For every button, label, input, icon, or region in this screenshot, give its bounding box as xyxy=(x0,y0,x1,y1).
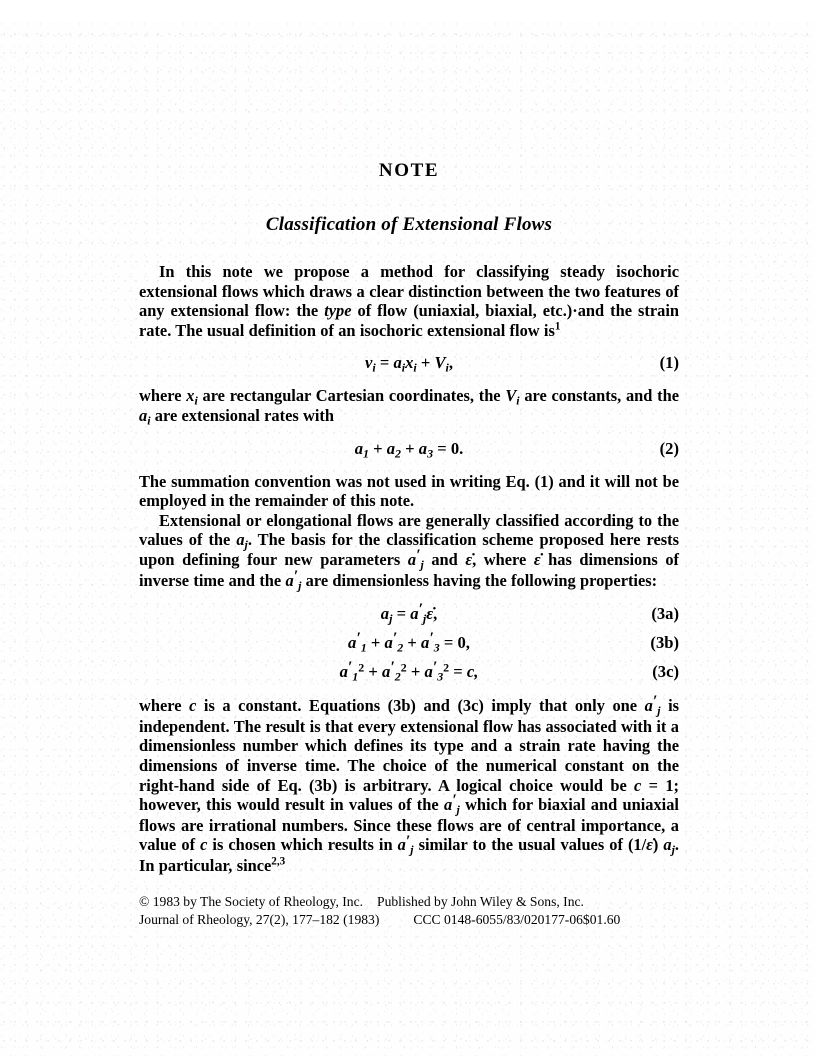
eq3a-rhs-var: a xyxy=(410,604,419,624)
eq3c-a1-sub: 1 xyxy=(352,669,359,684)
equation-3a-number: (3a) xyxy=(651,604,679,624)
eq1-comma: , xyxy=(448,353,454,373)
reference-marker-2-3: 2,3 xyxy=(271,855,286,868)
p5-var-aprime-j-2 xyxy=(443,792,460,817)
p5-var-c-2: c xyxy=(200,835,208,855)
p2-a: a xyxy=(139,405,148,425)
p2-text-d: are extensional rates with xyxy=(150,405,334,425)
eq3b-a1 xyxy=(348,630,367,655)
eq3b-equals: = xyxy=(443,633,454,653)
prime-mark: ′ xyxy=(429,630,435,648)
eq1-lhs-var: v xyxy=(364,353,373,373)
p5-aprime-sub: j xyxy=(657,703,661,718)
eq1-term-V xyxy=(434,353,449,375)
paragraph-intro xyxy=(139,262,679,340)
eq3b-plus-1: + xyxy=(370,633,381,653)
p4-text-e: has dimensions of inverse time and the xyxy=(139,549,679,590)
prime-mark: ′ xyxy=(348,659,353,677)
p4-aj: a xyxy=(236,530,245,550)
prime-mark: ′ xyxy=(416,547,421,565)
eq3a-lhs-sub: j xyxy=(389,611,393,626)
p5-var-aprime-j xyxy=(644,693,661,718)
eq2-a1-sub: 1 xyxy=(363,445,369,460)
p4-epsilon-dot-2: ε̇ xyxy=(533,549,541,569)
p4-var-aprime-j-2 xyxy=(285,567,302,592)
p2-V: V xyxy=(505,386,517,406)
prime-mark: ′ xyxy=(393,630,398,648)
equation-1-body xyxy=(365,353,453,373)
eq3c-a2-sub: 2 xyxy=(394,669,401,684)
paragraph-constant-choice xyxy=(139,693,680,875)
eq1-x-sub: i xyxy=(413,360,417,375)
eq3b-a1-sub: 1 xyxy=(360,640,367,655)
eq3b-rhs: 0, xyxy=(457,633,470,653)
p5-aprime: a xyxy=(644,696,653,716)
eq3c-a3-sup: 2 xyxy=(443,660,450,675)
eq3b-a2-var: a xyxy=(384,633,393,653)
eq3b-plus-2: + xyxy=(407,633,417,653)
body-text xyxy=(139,236,679,875)
eq3c-a2-var: a xyxy=(382,662,391,682)
equation-3b-number: (3b) xyxy=(650,633,679,653)
p5-aj2: a xyxy=(663,835,672,855)
p5-text-b: is a constant. Equations (3b) and (3c) imply that only one xyxy=(196,696,645,716)
eq3b-a2-sub: 2 xyxy=(397,640,404,655)
p4-text-a: Extensional or elongational flows are generally classified according to the values of the xyxy=(139,510,679,550)
eq3b-a3-sub: 3 xyxy=(433,640,440,655)
copyright-notice: © 1983 by The Society of Rheology, Inc. xyxy=(139,894,364,909)
copyright-footer xyxy=(139,893,685,929)
prime-mark: ′ xyxy=(433,659,438,677)
p5-aprime3: a xyxy=(397,835,406,855)
eq2-plus-1: + xyxy=(373,438,383,458)
eq3a-lhs xyxy=(380,604,393,626)
p2-var-V xyxy=(505,386,520,408)
equation-3a xyxy=(139,601,679,626)
p2-text-a: where xyxy=(139,386,187,406)
p4-aprime2: a xyxy=(285,570,294,590)
p5-text-a: where xyxy=(139,696,190,716)
journal-citation: Journal of Rheology, 27(2), 177–182 (1983) xyxy=(139,912,380,927)
eq3b-a3-var: a xyxy=(421,633,430,653)
equation-1 xyxy=(139,353,679,373)
equation-2 xyxy=(139,439,679,459)
equation-3c-number: (3c) xyxy=(652,662,679,682)
equation-1-number: (1) xyxy=(659,353,679,373)
p4-text-c: and xyxy=(423,549,466,569)
eq2-a3 xyxy=(419,439,433,458)
equation-2-number: (2) xyxy=(659,438,679,458)
prime-mark: ′ xyxy=(293,567,299,585)
p4-text-b: . The basis for the classification scheme proposed here rests upon defining four new parameters xyxy=(139,530,679,569)
p2-V-sub: i xyxy=(516,393,520,408)
p5-text-e: which for biaxial and uniaxial flows are irrational numbers. Since these flows are of central importance, a value of xyxy=(139,795,679,855)
eq2-a1-var: a xyxy=(354,438,363,458)
p5-var-c: c xyxy=(189,696,197,716)
eq3c-a3 xyxy=(424,659,450,684)
p4-epsilon-dot: ε̇ xyxy=(465,549,473,569)
eq1-lhs xyxy=(364,353,376,375)
prime-mark: ′ xyxy=(390,659,396,677)
eq1-equals: = xyxy=(379,353,390,373)
eq2-rhs: 0. xyxy=(450,438,464,458)
eq3a-rhs-aprime xyxy=(410,601,427,626)
p5-aprime3-sub: j xyxy=(410,842,414,857)
equation-group-3 xyxy=(139,601,679,684)
eq1-V-var: V xyxy=(434,353,446,373)
eq2-plus-2: + xyxy=(405,438,415,458)
p5-var-aj-2 xyxy=(663,835,675,857)
p4-aj-sub: j xyxy=(244,537,248,552)
eq3b-a3 xyxy=(421,630,440,655)
p4-text-f: are dimensionless having the following properties: xyxy=(301,570,658,590)
paragraph-intro-text-b: of flow (uniaxial, biaxial, etc.)·and the strain rate. The usual definition of an isochoric extensional flow is xyxy=(139,301,679,340)
page-content xyxy=(139,0,679,875)
eq3b-a2 xyxy=(384,630,404,655)
p5-var-c-eq: c xyxy=(634,775,642,795)
ccc-code: CCC 0148-6055/83/020177-06$01.60 xyxy=(413,912,621,927)
equation-2-body xyxy=(355,439,464,459)
eq1-term-a xyxy=(393,353,406,375)
prime-mark: ′ xyxy=(452,792,457,810)
page-title: NOTE xyxy=(378,160,440,181)
eq3a-equals: = xyxy=(396,604,407,624)
eq3c-a3-var: a xyxy=(424,662,433,682)
eq3a-rhs-sub: j xyxy=(422,611,427,626)
eq3c-rhs: c, xyxy=(466,662,479,682)
p4-aprime2-sub: j xyxy=(298,577,302,592)
eq3c-plus-2: + xyxy=(410,662,421,682)
eq1-plus: + xyxy=(420,353,431,373)
p4-var-aj xyxy=(236,530,248,552)
eq3c-equals: = xyxy=(453,662,463,682)
p5-text-i: . In particular, since xyxy=(139,835,680,875)
eq3c-a3-sub: 3 xyxy=(437,669,444,684)
emphasis-type: type xyxy=(324,301,352,321)
eq2-equals: = xyxy=(437,438,447,458)
publisher-notice: Published by John Wiley & Sons, Inc. xyxy=(377,894,584,909)
eq3a-epsilon-dot: ε̇ xyxy=(426,604,434,624)
eq2-a3-sub: 3 xyxy=(427,445,434,460)
p5-text-h: ) xyxy=(652,835,664,855)
footer-line-2 xyxy=(139,911,685,929)
p5-text-d: = 1; however, this would result in values of the xyxy=(139,775,679,815)
p4-text-d: , where xyxy=(472,549,534,569)
prime-mark: ′ xyxy=(653,693,658,711)
eq1-V-sub: i xyxy=(445,360,449,375)
p2-var-x xyxy=(186,386,198,408)
eq2-a2-var: a xyxy=(386,438,396,458)
p4-aprime-sub: j xyxy=(420,557,424,572)
equation-3b-body xyxy=(348,630,470,655)
p5-aprime2: a xyxy=(443,795,453,815)
p5-text-f: is chosen which results in xyxy=(207,835,398,855)
article-title: Classification of Extensional Flows xyxy=(265,214,553,235)
p5-epsilon-dot: ε̇ xyxy=(646,835,653,855)
eq3c-plus-1: + xyxy=(368,662,378,682)
p2-text-b: are rectangular Cartesian coordinates, the xyxy=(197,386,506,406)
eq1-x-var: x xyxy=(405,353,414,373)
eq3a-comma: , xyxy=(433,604,438,624)
p5-text-c: is independent. The result is that every extensional flow has associated with it a dimensionless number which defines its type and a strain rate having the dimensions of inverse time. The choice of the numerical constant on the right-hand side of Eq. (3b) is arbitrary. A logical choice would be xyxy=(139,696,680,795)
equation-3c xyxy=(139,659,679,684)
eq1-a-sub: i xyxy=(401,360,406,375)
eq2-a2-sub: 2 xyxy=(395,445,402,460)
paragraph-where-coords xyxy=(139,386,679,428)
prime-mark: ′ xyxy=(356,630,362,648)
paragraph-intro-text-a: In this note we propose a method for classifying steady isochoric extensional flows which draws a clear distinction between the two features of any extensional flow: the xyxy=(139,262,679,321)
eq1-lhs-sub: i xyxy=(372,360,376,375)
prime-mark: ′ xyxy=(418,601,424,619)
p2-a-sub: i xyxy=(147,413,151,428)
eq3c-a1 xyxy=(339,659,365,684)
paragraph-summation: The summation convention was not used in writing Eq. (1) and it will not be employed in the remainder of this note. xyxy=(139,471,679,511)
p5-aprime2-sub: j xyxy=(456,802,460,817)
equation-3c-body xyxy=(339,659,479,684)
eq3a-lhs-var: a xyxy=(380,604,390,624)
p4-aprime: a xyxy=(407,549,417,569)
prime-mark: ′ xyxy=(406,832,411,850)
eq2-a2 xyxy=(387,439,401,458)
eq3c-a1-var: a xyxy=(339,662,348,682)
equation-3b xyxy=(139,630,679,655)
eq3b-a1-var: a xyxy=(348,633,357,653)
paragraph-classification xyxy=(139,511,679,591)
p2-x: x xyxy=(186,386,195,406)
p4-var-aprime-j xyxy=(407,547,424,572)
p2-x-sub: i xyxy=(194,393,198,408)
eq3c-a2 xyxy=(382,659,407,684)
equation-3a-body xyxy=(380,601,438,626)
p5-text-g: similar to the usual values of (1/ xyxy=(413,835,647,855)
eq2-a1 xyxy=(355,439,369,458)
p2-var-a xyxy=(139,405,151,428)
eq1-term-x xyxy=(405,353,417,375)
p5-aj2-sub: j xyxy=(671,842,675,857)
p5-var-aprime-j-3 xyxy=(397,832,414,857)
eq2-a3-var: a xyxy=(418,438,428,458)
eq1-a-var: a xyxy=(393,353,402,373)
eq3c-a1-sup: 2 xyxy=(358,660,365,675)
reference-marker-1: 1 xyxy=(554,320,561,333)
eq3c-a2-sup: 2 xyxy=(400,660,407,675)
p2-text-c: are constants, and the xyxy=(519,386,679,406)
footer-line-1 xyxy=(139,893,685,911)
